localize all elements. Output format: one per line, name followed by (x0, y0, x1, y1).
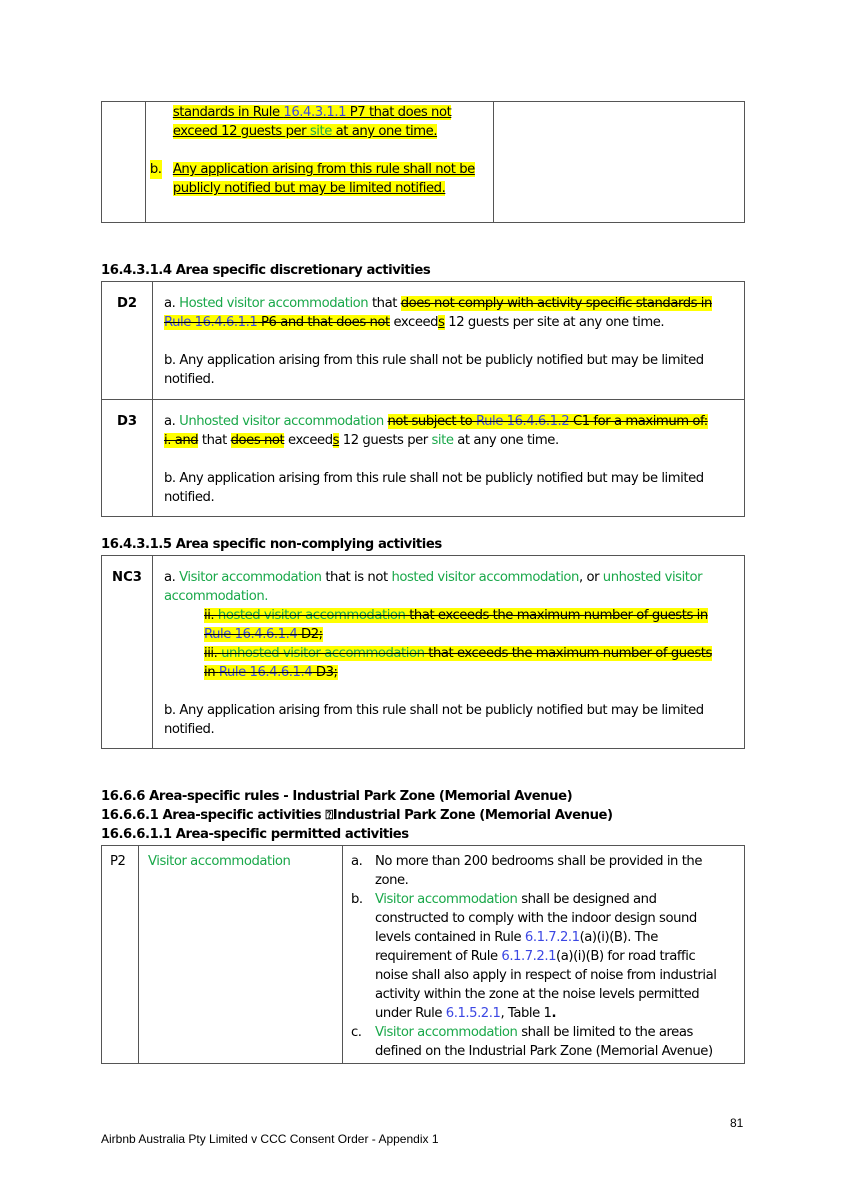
nc3-item-iii: iii. unhosted visitor accommodation that exceeds the maximum number of guests (204, 646, 712, 661)
top-item-b: b. Any application arising from this rule shall not be (149, 162, 475, 177)
page-number: 81 (730, 1116, 744, 1130)
top-item-b-line2: publicly notified but may be limited notified. (172, 181, 446, 196)
code-p2: P2 (110, 854, 126, 869)
nc3-item-iii-line2: in Rule 16.4.6.1.4 D3; (204, 665, 338, 680)
row-nc3 (102, 556, 745, 749)
discretionary-table (101, 281, 745, 517)
non-complying-table (101, 555, 745, 749)
top-table (101, 101, 745, 223)
d2-line-b1: b. Any application arising from this rule shall not be publicly notified but may be limited (164, 353, 704, 368)
row-d2 (102, 282, 745, 400)
nc3-line-a1: a. Visitor accommodation that is not hosted visitor accommodation, or unhosted visitor (164, 570, 703, 585)
heading-16-6-6-1-1: 16.6.6.1.1 Area-specific permitted activities (101, 827, 409, 842)
d2-line-b2: notified. (164, 372, 215, 387)
d3-line-a1: a. Unhosted visitor accommodation not subject to Rule 16.4.6.1.2 C1 for a maximum of: (164, 414, 708, 429)
code-d3: D3 (116, 414, 138, 429)
p2-activity: Visitor accommodation (148, 854, 291, 869)
row-d3 (102, 400, 745, 517)
nc3-line-a2: accommodation. (164, 589, 269, 604)
nc3-line-b2: notified. (164, 722, 215, 737)
footer-text: Airbnb Australia Pty Limited v CCC Consent Order - Appendix 1 (101, 1132, 439, 1146)
d3-line-b1: b. Any application arising from this rule shall not be publicly notified but may be limited (164, 471, 704, 486)
d3-line-a2: i. and that does not exceeds 12 guests per site at any one time. (164, 433, 559, 448)
nc3-item-ii-line2: Rule 16.4.6.1.4 D2; (204, 627, 323, 642)
heading-16-6-6-1: 16.6.6.1 Area-specific activities ⍰Industrial Park Zone (Memorial Avenue) (101, 808, 613, 823)
rule-link-6-1-5-2-1[interactable]: 6.1.5.2.1 (445, 1006, 501, 1021)
nc3-line-b1: b. Any application arising from this rule shall not be publicly notified but may be limited (164, 703, 704, 718)
p2-item-a: a. No more than 200 bedrooms shall be provided in the zone. (351, 854, 702, 888)
code-d2: D2 (116, 296, 138, 311)
d2-line-a2: Rule 16.4.6.1.1 P6 and that does not exceeds 12 guests per site at any one time. (164, 315, 665, 330)
code-nc3: NC3 (112, 570, 142, 585)
row-p2 (102, 846, 745, 1064)
rule-link-6-1-7-2-1[interactable]: 6.1.7.2.1 (524, 930, 580, 945)
d3-line-b2: notified. (164, 490, 215, 505)
heading-16-4-3-1-4: 16.4.3.1.4 Area specific discretionary activities (101, 263, 431, 278)
p2-item-b: b. Visitor accommodation shall be designed and constructed to comply with the indoor design sound levels contained in Rule 6.1.7.2.1(a)(i)(B). The requirement of Rule 6.1.7.2.1(a)(i)(B) for road traffic noise shall also apply in respect of noise from industrial activity within the zone at the noise levels permitted under Rule 6.1.5.2.1, Table 1. (351, 892, 717, 1021)
heading-16-4-3-1-5: 16.4.3.1.5 Area specific non-complying activities (101, 537, 442, 552)
nc3-item-ii: ii. hosted visitor accommodation that exceeds the maximum number of guests in (204, 608, 708, 623)
top-table-code-cell (102, 102, 146, 223)
rule-link-6-1-7-2-1-second[interactable]: 6.1.7.2.1 (501, 949, 557, 964)
top-line-2: exceed 12 guests per site at any one time. (172, 124, 438, 139)
rule-link-16-4-3-1-1: 16.4.3.1.1 (283, 105, 347, 120)
top-line-1: standards in Rule 16.4.3.1.1 P7 that does not (172, 105, 452, 120)
heading-16-6-6: 16.6.6 Area-specific rules - Industrial Park Zone (Memorial Avenue) (101, 789, 573, 804)
top-table-empty-cell (493, 102, 744, 223)
top-table-rule-cell (145, 102, 493, 223)
permitted-activities-table (101, 845, 745, 1064)
d2-line-a1: a. Hosted visitor accommodation that does not comply with activity specific standards in (164, 296, 712, 311)
p2-item-c: c. Visitor accommodation shall be limited to the areas defined on the Industrial Park Zone (Memorial Avenue) (351, 1025, 713, 1059)
